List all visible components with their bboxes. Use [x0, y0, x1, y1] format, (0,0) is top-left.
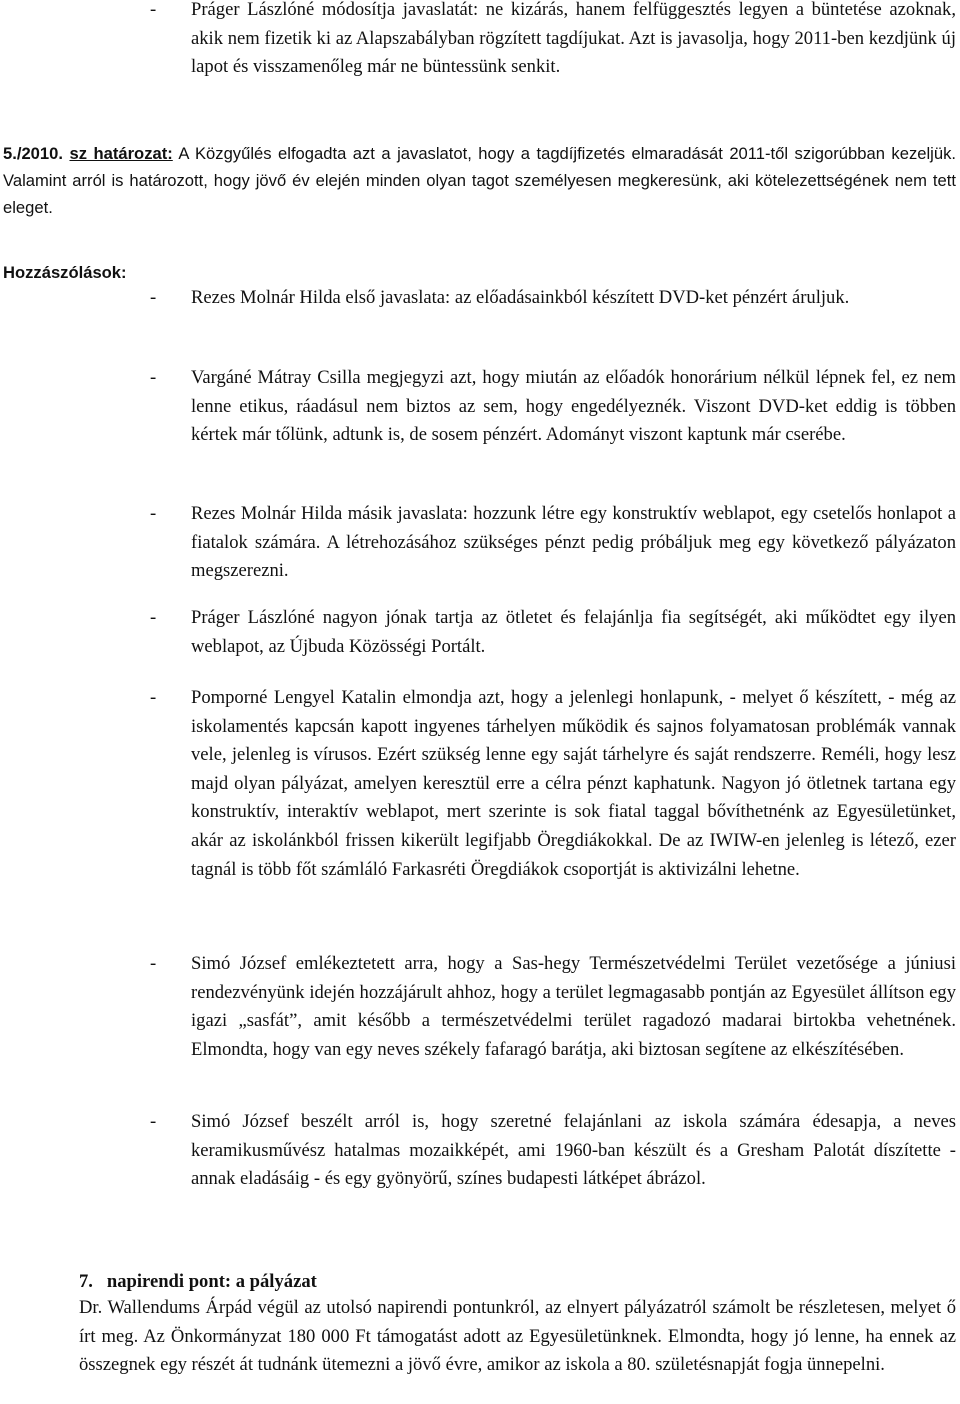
agenda-number: 7. [79, 1271, 93, 1292]
list-item [151, 0, 956, 82]
bullet-dash: - [150, 1111, 157, 1132]
list-item-text: Rezes Molnár Hilda másik javaslata: hozzunk létre egy konstruktív weblapot, egy csetelős honlapot a fiatalok számára. A létrehozásához szükséges pénzt pedig próbáljuk meg egy következő pályázaton megszerezni. [191, 503, 956, 582]
list-item-text: Simó József emlékeztetett arra, hogy a Sas-hegy Természetvédelmi Terület vezetősége a júniusi rendezvényünk idején hozzájárult ahhoz, hogy a terület legmagasabb pontján az Egyesület állítson egy igazi „sasfát”, amit később a természetvédelmi terület ragadozó madarai birtokba vehetnének. Elmondta, hogy van egy neves székely fafaragó barátja, aki biztosan segítene az elkészítésében. [191, 953, 956, 1060]
bullet-dash: - [150, 503, 157, 524]
bullet-dash: - [150, 953, 157, 974]
bullet-dash: - [150, 0, 157, 20]
list-item-text: Práger Lászlóné nagyon jónak tartja az ötletet és felajánlja fia segítségét, aki működtet egy ilyen weblapot, az Újbuda Közösségi Portált. [191, 607, 956, 657]
list-item [151, 604, 956, 661]
list-item-text: Pomporné Lengyel Katalin elmondja azt, hogy a jelenlegi honlapunk, - melyet ő készített, - még az iskolamentés kapcsán kapott ingyenes tárhelyen működik és sajnos folyamatosan problémák vannak vele, jelenleg is vírusos. Ezért szükség lenne egy saját tárhelyre és saját rendszerre. Reméli, hogy lesz majd olyan pályázat, amelyen keresztül erre a célra pénzt kaphatunk. Nagyon jó ötletnek tartana egy konstruktív, interaktív weblapot, mert szerinte is sok fiatal taggal bővíthetnénk az Egyesületünket, akár az iskolánkból frissen kikerült legifjabb Öregdiákokkal. De az IWIW-en jelenleg is létező, ezer tagnál is több főt számláló Farkasréti Öregdiákok csoportját is aktivizálni lehetne. [191, 687, 956, 880]
list-item-text: Vargáné Mátray Csilla megjegyzi azt, hogy miután az előadók honorárium nélkül lépnek fel, ez nem lenne etikus, ráadásul nem biztos az sem, hogy engedélyeznék. Viszont DVD-ket eddig is többen kértek már tőlünk, adtunk is, de sosem pénzért. Adományt viszont kaptunk már cserébe. [191, 367, 956, 446]
list-item [151, 950, 956, 1064]
agenda-text: Dr. Wallendums Árpád végül az utolsó napirendi pontunkról, az elnyert pályázatról számolt be részletesen, melyet ő írt meg. Az Önkormányzat 180 000 Ft támogatást adott az Egyesületünknek. Elmondta, hogy jó lenne, ha ennek az összegnek egy részét át tudnánk ütemezni a jövő évre, amikor az iskola a 80. születésnapját fogja ünnepelni. [79, 1297, 956, 1376]
bullet-dash: - [150, 607, 157, 628]
list-item-text: Práger Lászlóné módosítja javaslatát: ne kizárás, hanem felfüggesztés legyen a büntetése azoknak, akik nem fizetik ki az Alapszabályban rögzített tagdíjukat. Azt is javasolja, hogy 2011-ben kezdjünk új lapot és visszamenőleg már ne büntessünk senkit. [191, 0, 956, 78]
resolution-text: A Közgyűlés elfogadta azt a javaslatot, hogy a tagdíjfizetés elmaradását 2011-től szigorúbban kezeljük. Valamint arról is határozott, hogy jövő év elején minden olyan tagot személyesen megkeresünk, aki kötelezettségének nem tett eleget. [3, 144, 956, 217]
list-item [151, 684, 956, 884]
comments-heading: Hozzászólások: [3, 263, 127, 282]
bullet-dash: - [150, 367, 157, 388]
agenda-heading [79, 1268, 956, 1297]
resolution-number: 5./2010. [3, 144, 63, 163]
list-item-text: Simó József beszélt arról is, hogy szeretné felajánlani az iskola számára édesapja, a neves keramikusművész hatalmas mozaikképét, ami 1960-ban készült és a Gresham Palotát díszítette - annak eladásáig - és egy gyönyörű, színes budapesti látképet ábrázol. [191, 1111, 956, 1190]
list-item [151, 364, 956, 450]
list-item-text: Rezes Molnár Hilda első javaslata: az előadásainkból készített DVD-ket pénzért áruljuk. [191, 287, 850, 308]
list-item [151, 1108, 956, 1194]
bullet-dash: - [150, 287, 157, 308]
resolution-paragraph [3, 140, 956, 221]
bullet-dash: - [150, 687, 157, 708]
resolution-label: sz határozat: [69, 144, 173, 163]
agenda-title: napirendi pont: a pályázat [106, 1271, 317, 1292]
list-item [151, 500, 956, 586]
list-item [151, 284, 956, 313]
